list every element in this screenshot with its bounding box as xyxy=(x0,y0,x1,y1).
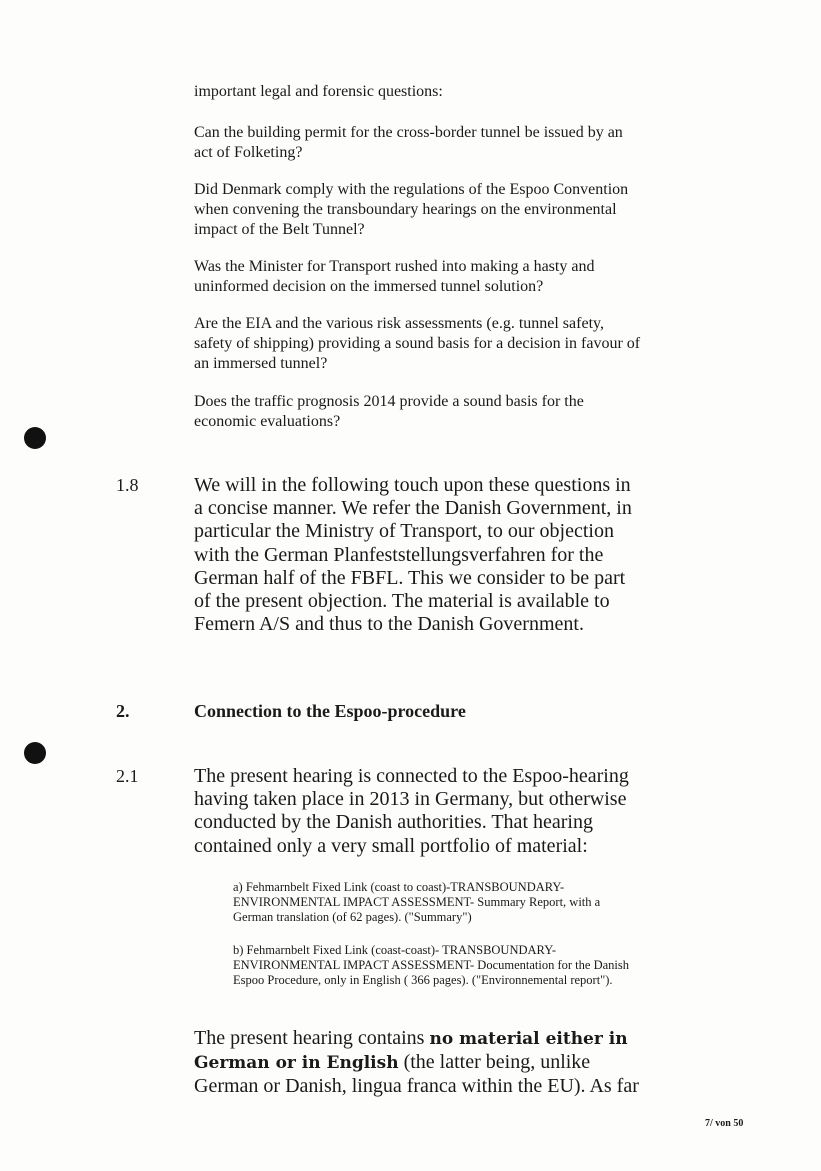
question-1: Can the building permit for the cross-border tunnel be issued by an act of Folketing? xyxy=(194,124,623,161)
question-2: Did Denmark comply with the regulations of the Espoo Convention when convening the transboundary hearings on the environmental impact of the Belt Tunnel? xyxy=(194,181,629,238)
question-5: Does the traffic prognosis 2014 provide a sound basis for the economic evaluations? xyxy=(194,393,584,430)
paragraph-1-8-text: We will in the following touch upon these questions in a concise manner. We refer the Danish Government, in particular the Ministry of Transport, to our objection with the German Planfeststellungsverfahren for the German half of the FBFL. This we consider to be part of the present objection. The material is available to Femern A/S and thus to the Danish Government. xyxy=(194,474,632,636)
paragraph-2-1-text: The present hearing is connected to the Espoo-hearing having taken place in 2013 in Germany, but otherwise conducted by the Danish authorities. That hearing contained only a very small portfolio of material: xyxy=(194,765,629,857)
punch-hole-bottom xyxy=(24,742,46,764)
question-4: Are the EIA and the various risk assessments (e.g. tunnel safety, safety of shipping) providing a sound basis for a decision in favour of an immersed tunnel? xyxy=(194,315,641,372)
section-2-title: Connection to the Espoo-procedure xyxy=(194,701,466,721)
closing-text-bold: no material either in German or in English xyxy=(194,1029,628,1074)
material-item-b: b) Fehmarnbelt Fixed Link (coast-coast)- TRANSBOUNDARY-ENVIRONMENTAL IMPACT ASSESSMENT- Documentation for the Danish Espoo Procedure, only in English ( 366 pages). ("Environnemental report"). xyxy=(233,943,629,987)
closing-text-start: The present hearing contains xyxy=(194,1027,430,1049)
closing-text-end: (the latter being, unlike German or Danish, lingua franca within the EU). As far xyxy=(194,1051,639,1098)
paragraph-number-2-1: 2.1 xyxy=(116,766,139,786)
question-3: Was the Minister for Transport rushed into making a hasty and uninformed decision on the immersed tunnel solution? xyxy=(194,258,595,295)
closing-paragraph xyxy=(194,1027,644,1099)
material-item-a: a) Fehmarnbelt Fixed Link (coast to coast)-TRANSBOUNDARY-ENVIRONMENTAL IMPACT ASSESSMENT- Summary Report, with a German translation (of 62 pages). ("Summary") xyxy=(233,880,601,924)
intro-text: important legal and forensic questions: xyxy=(194,83,443,100)
punch-hole-top xyxy=(24,427,46,449)
page-number: 7/ von 50 xyxy=(705,1118,744,1129)
section-number-2: 2. xyxy=(116,701,130,721)
paragraph-number-1-8: 1.8 xyxy=(116,475,139,495)
